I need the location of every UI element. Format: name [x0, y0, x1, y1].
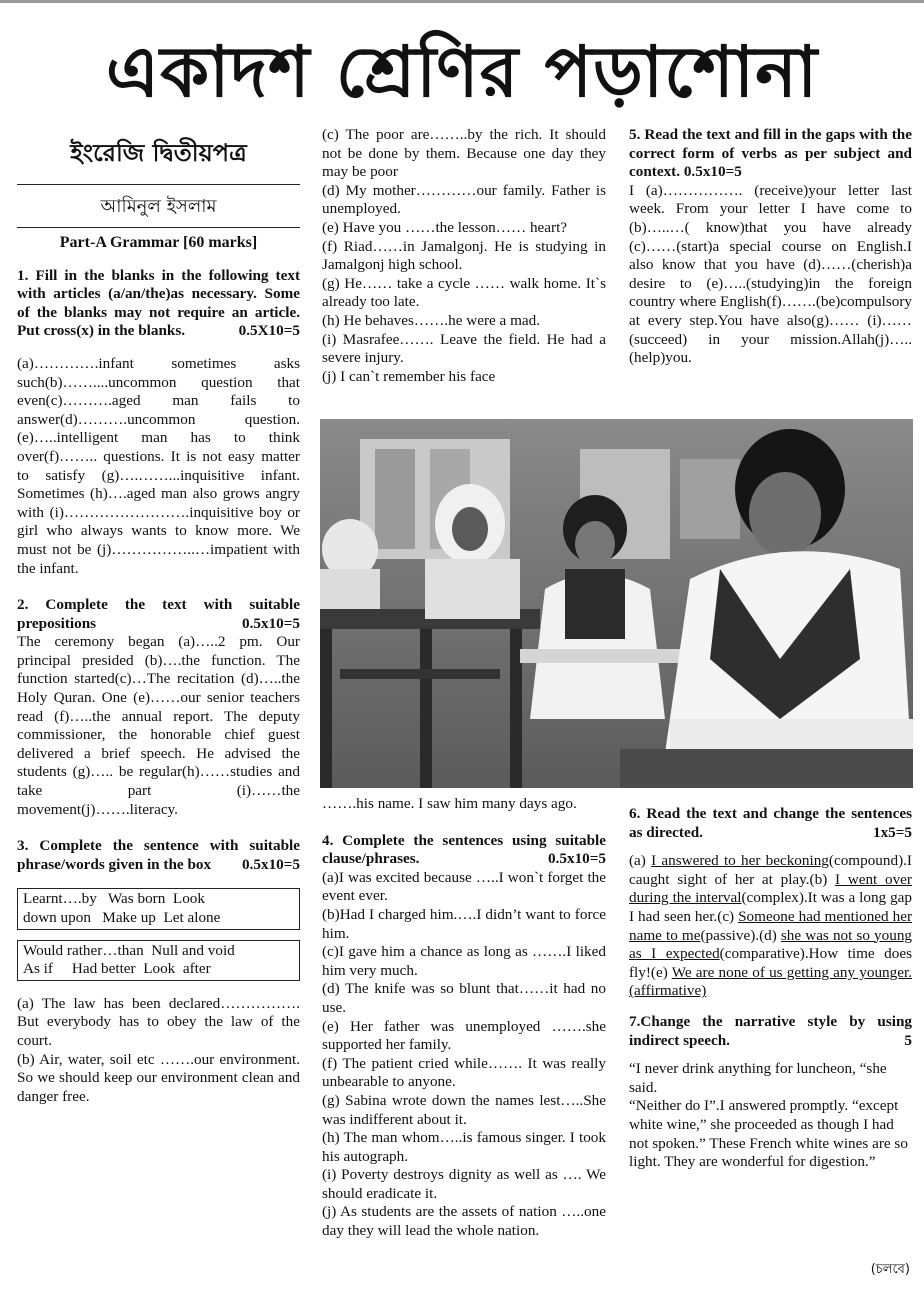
q4-heading-text: 4. Complete the sentences using suitable clause/phrases. — [322, 831, 606, 868]
q6-seg: (comparative).How time does fly!(e) — [629, 945, 912, 981]
q1-text: (a)………….infant sometimes asks such(b)……....uncommon question that even(c)……….aged man fails to answer(d)……….uncommon question.(e)…..intelligent man has to think over(f)…….. questions. It is not easy matter to satisfy (g)….……...inquisitive infant. Sometimes (h)….aged man also grows angry with (i)…………………….inquisitive boy or girl who always wants to know more. We must not be (j)……………..…impatient with the infant. — [17, 354, 300, 577]
q1-heading-text: 1. Fill in the blanks in the following text with articles (a/an/the)as necessary. Some of the blanks may not require an article. Put cross(x) in the blanks. — [17, 266, 300, 340]
q6-seg: (compound).I caught sight of her at play.(b) — [629, 852, 912, 888]
q3-item-b: (b) Air, water, soil etc …….our environment. So we should keep our environment clean and danger free. — [17, 1050, 300, 1105]
q2-heading-text: 2. Complete the text with suitable prepositions — [17, 596, 300, 632]
part-heading: Part-A Grammar [60 marks] — [59, 234, 258, 251]
q4-item: (f) The patient cried while……. It was really unbearable to anyone. — [322, 1054, 606, 1091]
q6-seg: (passive).(d) — [700, 926, 781, 944]
q7-marks: 5 — [904, 1031, 912, 1049]
q2-marks: 0.5x10=5 — [241, 614, 300, 632]
q4-marks: 0.5x10=5 — [547, 850, 606, 868]
q4-item: (a)I was excited because …..I won`t forget the event ever. — [322, 868, 606, 905]
word-box-1-line: Learnt….by Was born Look — [23, 890, 205, 908]
q6-underlined: We are none of us getting any younger.(affirmative) — [629, 963, 912, 1000]
q4-item: (i) Poverty destroys dignity as well as …. We should eradicate it. — [322, 1166, 606, 1202]
word-box-1-line: down upon Make up Let alone — [23, 909, 221, 926]
q5-text: I (a)……………. (receive)your letter last week. From your letter I have come to (b)…..…( know)that you have already (c)……(start)a special course on English.I also know that you have (d)……(cherish)a desire to (e)…..(studying)in the foreign country where English(f)…….(be)compulsory at every step.You have also(g)…… (i)……(succeed) in your mission.Allah(j)…..(help)you. — [629, 181, 913, 367]
q2-heading — [17, 596, 300, 633]
q3-item-h: (h) He behaves…….he were a mad. — [322, 311, 541, 329]
q5-heading — [629, 126, 912, 182]
column-3-top — [629, 126, 912, 376]
q4-item: (h) The man whom…..is famous singer. I took his autograph. — [322, 1129, 606, 1165]
column-1 — [17, 132, 300, 1106]
q6-text — [629, 852, 912, 1001]
q4-item: (j) As students are the assets of nation …..one day they will lead the whole nation. — [322, 1203, 606, 1240]
column-2-bottom — [322, 795, 606, 1241]
q6-underlined: I answered to her beckoning — [651, 852, 829, 870]
q3-item-j: (j) I can`t remember his face — [322, 367, 496, 385]
author-name: আমিনুল ইসলাম — [100, 196, 217, 217]
column-3-bottom — [629, 805, 912, 1172]
q3-marks: 0.5x10=5 — [241, 855, 300, 873]
q3-item-j-continued: …….his name. I saw him many days ago. — [322, 795, 577, 812]
q4-item: (e) Her father was unemployed …….she supported her family. — [322, 1017, 606, 1054]
q3-heading — [17, 837, 300, 874]
masthead-title: একাদশ শ্রেণির পড়াশোনা — [105, 31, 819, 113]
q3-heading-text: 3. Complete the sentence with suitable phrase/words given in the box — [17, 837, 300, 873]
q1-heading — [17, 267, 300, 341]
q6-underlined: I went over during the interval — [629, 870, 912, 907]
q7-heading — [629, 1013, 912, 1050]
continued-note: (চলবে) — [870, 1262, 910, 1277]
q6-seg: (a) — [629, 852, 652, 870]
q4-list — [322, 869, 606, 1241]
q3-item-f: (f) Riad……in Jamalgonj. He is studying in Jamalgonj high school. — [322, 237, 606, 274]
word-box-2-line: As if Had better Look after — [23, 960, 211, 978]
word-box-1 — [17, 888, 300, 929]
q4-item: (c)I gave him a chance as long as …….I liked him very much. — [322, 943, 606, 979]
q3-item-e: (e) Have you ……the lesson…… heart? — [322, 218, 568, 236]
top-rule — [0, 0, 924, 3]
subject-title: ইংরেজি দ্বিতীয়পত্র — [70, 139, 247, 167]
q3-item-c: (c) The poor are……..by the rich. It should not be done by them. Because one day they may be poor — [322, 126, 606, 181]
word-box-2-line: Would rather…than Null and void — [23, 941, 235, 959]
q6-seg: (complex).It was a long gap I had seen her.(c) — [629, 889, 912, 925]
q5-heading-text: 5. Read the text and fill in the gaps with the correct form of verbs as per subject and context. — [629, 126, 912, 181]
q4-item: (g) Sabina wrote down the names lest…..She was indifferent about it. — [322, 1091, 606, 1128]
q7-text-2: “Neither do I”.I answered promptly. “except white wine,” she proceeded as though I had not spoken.” These French white wines are so light. They are wonderful for digestion.” — [629, 1097, 908, 1171]
q4-item: (d) The knife was so blunt that……it had no use. — [322, 980, 606, 1016]
column-2-top — [322, 126, 606, 386]
word-box-2 — [17, 940, 300, 981]
q3-item-a: (a) The law has been declared……………. But everybody has to obey the law of the court. — [17, 994, 300, 1049]
q6-underlined: she was not so young as I expected — [629, 926, 913, 963]
q7-heading-text: 7.Change the narrative style by using indirect speech. — [629, 1012, 912, 1049]
q6-heading-text: 6. Read the text and change the sentences as directed. — [629, 805, 912, 841]
q5-marks: 0.5x10=5 — [683, 163, 742, 181]
classroom-exam-photo — [320, 419, 913, 788]
q6-underlined: Someone had mentioned her name to me — [629, 907, 913, 944]
divider — [17, 227, 300, 228]
q4-heading — [322, 832, 606, 869]
q1-marks: 0.5X10=5 — [238, 322, 300, 340]
q6-heading — [629, 805, 912, 842]
q3-item-d: (d) My mother…………our family. Father is unemployed. — [322, 181, 606, 218]
q4-item: (b)Had I charged him.….I didn’t want to force him. — [322, 905, 606, 942]
q3-item-i: (i) Masrafee……. Leave the field. He had a severe injury. — [322, 330, 606, 367]
q2-text: The ceremony began (a)…..2 pm. Our principal presided (b)….the function. The function started(c)…The recitation (d)…..the Holy Quran. One (e)……our senior teachers read (f)…..the annual report. The deputy commissioner, the honorable chief guest delivered a brief speech. He advised the students (g)….. be regular(h)……studies and take part (i)……the movement(j)…….literacy. — [17, 633, 300, 818]
q7-text: “I never drink anything for luncheon, “she said. — [629, 1060, 887, 1096]
q6-marks: 1x5=5 — [872, 823, 912, 841]
q3-item-g: (g) He…… take a cycle …… walk home. It`s already too late. — [322, 274, 606, 311]
